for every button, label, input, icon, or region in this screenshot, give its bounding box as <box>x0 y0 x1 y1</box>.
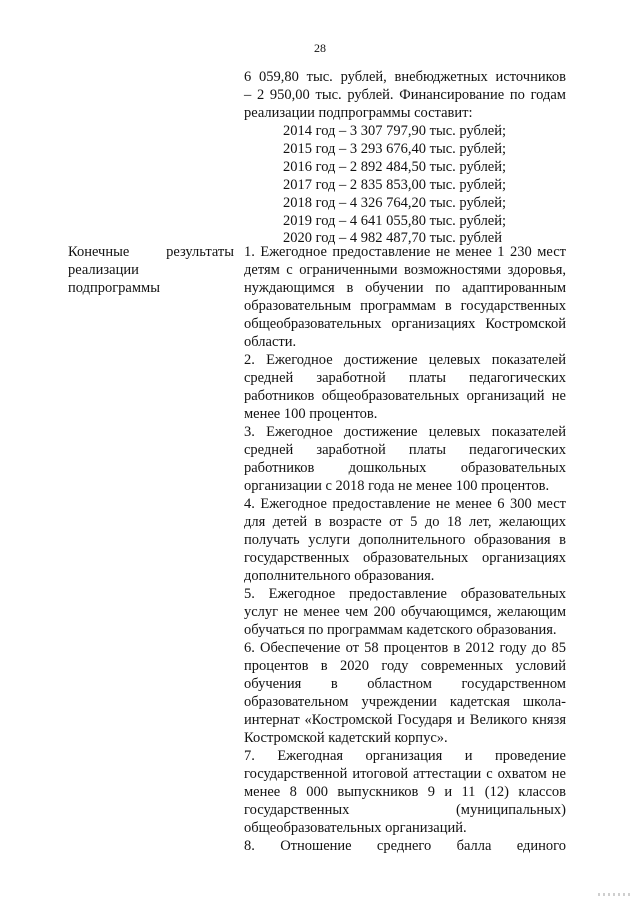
result-item: 3. Ежегодное достижение целевых показателей средней заработной платы педагогических работников дошкольных образовательных организации с 2018 года не менее 100 процентов. <box>244 424 566 494</box>
results-label-line: подпрограммы <box>68 280 160 296</box>
results-label-word: результаты <box>166 244 234 260</box>
finance-intro-line: 6 059,80 тыс. рублей, внебюджетных источников <box>244 69 566 85</box>
results-row-label <box>68 243 234 297</box>
page-number: 28 <box>314 41 326 55</box>
results-label-line: реализации <box>68 262 139 278</box>
results-list <box>244 243 566 855</box>
finance-intro <box>244 68 566 122</box>
year-financing-line: 2020 год – 4 982 487,70 тыс. рублей <box>283 230 503 247</box>
year-financing-line: 2018 год – 4 326 764,20 тыс. рублей; <box>283 194 507 211</box>
result-item: 2. Ежегодное достижение целевых показателей средней заработной платы педагогических работников общеобразовательных организаций не менее 100 процентов. <box>244 352 566 422</box>
results-label-line <box>68 243 234 261</box>
year-financing-line: 2019 год – 4 641 055,80 тыс. рублей; <box>283 212 507 229</box>
finance-intro-line: – 2 950,00 тыс. рублей. Финансирование по годам <box>244 87 566 103</box>
year-financing-line: 2017 год – 2 835 853,00 тыс. рублей; <box>283 176 507 193</box>
scan-edge-artifact <box>598 893 632 896</box>
year-financing-line: 2014 год – 3 307 797,90 тыс. рублей; <box>283 123 507 139</box>
result-item: 4. Ежегодное предоставление не менее 6 300 мест для детей в возрасте от 5 до 18 лет, желающих получать услуги дополнительного образования в государственных образовательных организациях дополнительного образования. <box>244 496 566 584</box>
finance-intro-line: реализации подпрограммы составит: <box>244 105 473 121</box>
result-item-partial: 8. Отношение среднего балла единого <box>244 838 566 854</box>
year-financing-line: 2015 год – 3 293 676,40 тыс. рублей; <box>283 140 507 157</box>
result-item: 5. Ежегодное предоставление образовательных услуг не менее чем 200 обучающимся, желающим обучаться по программам кадетского образования. <box>244 586 566 638</box>
result-item: 7. Ежегодная организация и проведение государственной итоговой аттестации с охватом не менее 8 000 выпускников 9 и 11 (12) классов государственных (муниципальных) общеобразовательных организаций. <box>244 748 566 836</box>
result-item: 1. Ежегодное предоставление не менее 1 230 мест детям с ограниченными возможностями здоровья, нуждающимся в обучении по адаптированным образовательным программам в государственных общеобразовательных организациях Костромской области. <box>244 244 566 350</box>
result-item: 6. Обеспечение от 58 процентов в 2012 году до 85 процентов в 2020 году современных условий обучения в областном государственном образовательном учреждении кадетская школа-интернат «Костромской Государя и Великого князя Костромской кадетский корпус». <box>244 640 566 746</box>
year-financing-line: 2016 год – 2 892 484,50 тыс. рублей; <box>283 158 507 175</box>
yearly-financing-list <box>283 123 506 248</box>
results-label-word: Конечные <box>68 244 130 260</box>
